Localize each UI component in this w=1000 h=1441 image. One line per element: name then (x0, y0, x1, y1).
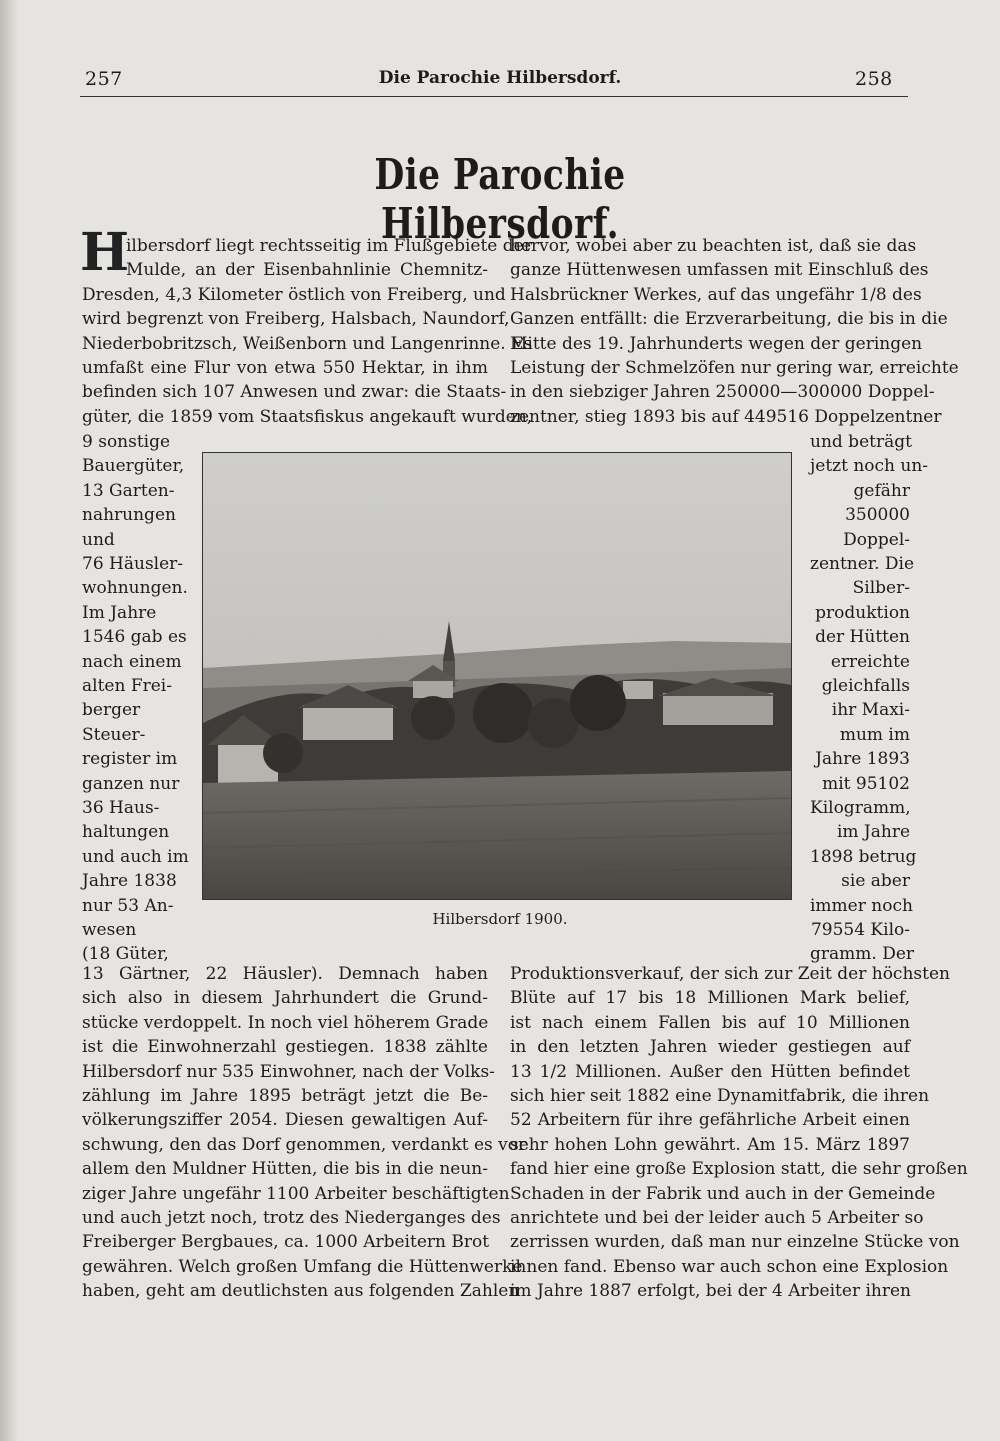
left-text-line: 9 sonstige (82, 432, 171, 452)
right-text-line: Leistung der Schmelzöfen nur gering war, erreichte (510, 358, 959, 378)
left-text-line: Jahre 1838 (82, 871, 177, 892)
right-text-line: der Hütten (815, 627, 910, 648)
left-text-line: wohnungen. (82, 578, 188, 599)
left-text-line: nur 53 An- (82, 895, 174, 916)
right-text-line: Silber- (852, 578, 910, 599)
right-text-line: zentner. Die (810, 554, 915, 574)
left-text-line: Im Jahre (82, 602, 157, 623)
left-text-line: berger (82, 700, 141, 721)
left-text-line: alten Frei- (82, 676, 172, 696)
right-text-line: Produktionsverkauf, der sich zur Zeit der höchsten (510, 964, 950, 984)
right-text-line: jetzt noch un- (810, 456, 929, 477)
right-text-line: Kilogramm, (810, 798, 911, 818)
right-text-line: Mitte des 19. Jahrhunderts wegen der geringen (510, 333, 923, 354)
right-text-line: im Jahre 1887 erfolgt, bei der 4 Arbeiter ihren (510, 1281, 911, 1302)
right-text-line: 79554 Kilo- (810, 920, 910, 940)
left-text-line: haben, geht am deutlichsten aus folgenden Zahlen (82, 1281, 520, 1302)
left-text-line: 13 Garten- (82, 480, 175, 501)
right-text-line: zentner, stieg 1893 bis auf 449516 Doppelzentner (510, 406, 942, 427)
right-text-line: im Jahre (836, 822, 910, 843)
right-text-line: Doppel- (843, 529, 910, 550)
left-text-line: ist die Einwohnerzahl gestiegen. 1838 zählte (82, 1037, 488, 1058)
photo-caption: Hilbersdorf 1900. (432, 910, 568, 928)
left-text-line: gewähren. Welch großen Umfang die Hüttenwerke (82, 1256, 523, 1277)
page-gutter-shadow (0, 0, 18, 1441)
page-number-left: 257 (85, 68, 123, 90)
right-text-line: anrichtete und bei der leider auch 5 Arbeiter so (510, 1208, 924, 1228)
left-text-line: völkerungsziffer 2054. Diesen gewaltigen Auf- (82, 1110, 488, 1131)
right-text-line: sehr hohen Lohn gewährt. Am 15. März 1897 (510, 1134, 910, 1155)
article-title: Die Parochie Hilbersdorf. (374, 150, 626, 248)
left-text-line: zählung im Jahre 1895 beträgt jetzt die Be- (82, 1086, 488, 1106)
right-text-line: sich hier seit 1882 eine Dynamitfabrik, die ihren (510, 1086, 930, 1106)
right-text-line: Jahre 1893 (815, 749, 910, 770)
left-text-line: Steuer- (82, 724, 146, 745)
right-text-line: in den siebziger Jahren 250000—300000 Doppel- (510, 382, 935, 403)
right-text-line: ihr Maxi- (831, 700, 910, 721)
left-text-line: ziger Jahre ungefähr 1100 Arbeiter beschäftigten (82, 1183, 510, 1204)
right-text-line: Blüte auf 17 bis 18 Millionen Mark belief, (510, 988, 910, 1009)
left-text-line: Freiberger Bergbaues, ca. 1000 Arbeitern Brot (82, 1232, 490, 1253)
right-text-line: 350000 (845, 505, 910, 526)
right-text-line: ganze Hüttenwesen umfassen mit Einschluß des (510, 260, 929, 281)
left-text-line: nach einem (82, 651, 182, 672)
right-text-line: immer noch (810, 895, 913, 916)
right-text-line: mit 95102 (822, 773, 910, 794)
right-text-line: mum im (839, 724, 910, 745)
left-text-line: schwung, den das Dorf genommen, verdankt es vor (82, 1134, 527, 1155)
left-text-line: (18 Güter, (82, 944, 169, 965)
left-text-line: wesen (82, 920, 137, 940)
left-text-line: stücke verdoppelt. In noch viel höherem Grade (82, 1012, 489, 1033)
left-text-line: Niederbobritzsch, Weißenborn und Langenrinne. Es (82, 333, 533, 354)
left-text-line: 76 Häusler- (82, 554, 184, 574)
header-rule (80, 96, 908, 97)
right-text-line: hervor, wobei aber zu beachten ist, daß sie das (510, 236, 917, 256)
right-text-line: gefähr (853, 480, 910, 501)
left-text-line: Hilbersdorf nur 535 Einwohner, nach der Volks- (82, 1061, 495, 1082)
left-text-line: ganzen nur (82, 773, 180, 794)
left-text-line: nahrungen (82, 505, 176, 526)
right-text-line: ihnen fand. Ebenso war auch schon eine Explosion (510, 1256, 949, 1277)
left-text-line: Mulde, an der Eisenbahnlinie Chemnitz- (126, 260, 488, 281)
village-photograph (202, 452, 792, 900)
left-text-line: haltungen (82, 822, 170, 843)
left-text-line: umfaßt eine Flur von etwa 550 Hektar, in ihm (82, 358, 488, 378)
right-text-line: 52 Arbeitern für ihre gefährliche Arbeit einen (510, 1110, 910, 1131)
right-text-line: 1898 betrug (810, 846, 917, 867)
left-text-line: 36 Haus- (82, 798, 160, 818)
left-text-line: allem den Muldner Hütten, die bis in die neun- (82, 1159, 488, 1180)
left-text-line: 13 Gärtner, 22 Häusler). Demnach haben (82, 964, 488, 984)
left-text-line: befinden sich 107 Anwesen und zwar: die Staats- (82, 382, 507, 403)
right-text-line: erreichte (830, 651, 910, 672)
page-number-right: 258 (855, 68, 893, 90)
right-text-line: Schaden in der Fabrik und auch in der Gemeinde (510, 1183, 936, 1204)
right-text-line: gleichfalls (821, 676, 910, 696)
left-text-line: 1546 gab es (82, 627, 187, 648)
left-text-line: register im (82, 749, 178, 770)
right-text-line: ist nach einem Fallen bis auf 10 Millionen (510, 1012, 910, 1033)
left-text-line: und auch jetzt noch, trotz des Niederganges des (82, 1208, 501, 1228)
right-text-line: und beträgt (810, 432, 912, 452)
left-text-line: sich also in diesem Jahrhundert die Grund- (82, 988, 488, 1009)
left-text-line: und auch im (82, 846, 189, 867)
right-text-line: sie aber (841, 871, 910, 892)
left-text-line: und (82, 529, 115, 550)
right-text-line: Ganzen entfällt: die Erzverarbeitung, die bis in die (510, 309, 948, 330)
left-text-line: güter, die 1859 vom Staatsfiskus angekauft wurden, (82, 406, 533, 427)
running-head: Die Parochie Hilbersdorf. (378, 68, 622, 88)
left-text-line: Bauergüter, (82, 456, 185, 477)
left-text-line: Dresden, 4,3 Kilometer östlich von Freiberg, und (82, 284, 506, 305)
right-text-line: zerrissen wurden, daß man nur einzelne Stücke von (510, 1232, 960, 1253)
right-text-line: in den letzten Jahren wieder gestiegen auf (510, 1037, 910, 1058)
right-text-line: fand hier eine große Explosion statt, die sehr großen (510, 1159, 968, 1180)
right-text-line: Halsbrückner Werkes, auf das ungefähr 1/8 des (510, 284, 922, 305)
drop-cap: H (80, 222, 130, 283)
right-text-line: 13 1/2 Millionen. Außer den Hütten befindet (510, 1061, 910, 1082)
left-text-line: wird begrenzt von Freiberg, Halsbach, Naundorf, (82, 309, 510, 330)
left-text-line: ilbersdorf liegt rechtsseitig im Flußgebiete der (126, 236, 532, 256)
right-text-line: produktion (815, 602, 910, 623)
right-text-line: gramm. Der (810, 944, 915, 965)
